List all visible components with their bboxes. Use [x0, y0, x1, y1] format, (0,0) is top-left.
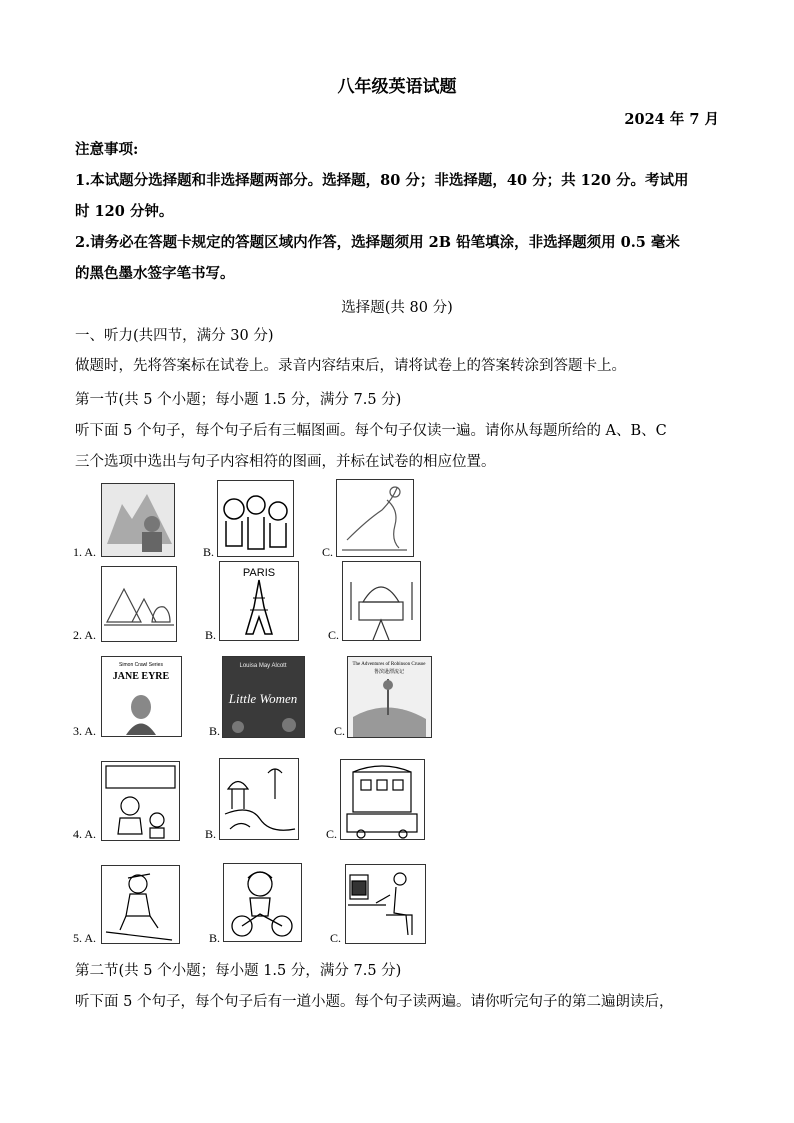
q3-label-c: C. — [334, 724, 346, 738]
section1-instruction-a: 听下面 5 个句子，每个句子后有三幅图画。每个句子仅读一遍。请你从每题所给的 A、B、C — [75, 423, 667, 439]
notice-2a: 2.请务必在答题卡规定的答题区域内作答，选择题须用 2B 铅笔填涂，非选择题须用 0.5 毫米 — [75, 234, 680, 251]
q2-label-c: C. — [328, 628, 340, 642]
exam-date: 2024 年 7 月 — [624, 111, 719, 128]
q2-label-a: 2. A. — [73, 628, 97, 642]
q5-picture-c[interactable] — [345, 864, 426, 944]
notice-heading: 注意事项: — [75, 141, 139, 158]
q3-label-a: 3. A. — [73, 724, 97, 738]
section2-heading: 第二节(共 5 个小题；每小题 1.5 分，满分 7.5 分) — [75, 963, 402, 979]
q4-label-c: C. — [326, 827, 338, 841]
little-women-author: Louisa May Alcott — [239, 663, 287, 669]
q5-label-b: B. — [209, 931, 221, 945]
notice-1a: 1.本试题分选择题和非选择题两部分。选择题，80 分；非选择题，40 分；共 120 分。考试用 — [75, 172, 689, 189]
crusoe-title-cn: 鲁滨逊漂流记 — [373, 669, 405, 675]
q3-picture-c[interactable] — [347, 656, 432, 738]
q1-picture-a[interactable] — [101, 483, 175, 557]
part1-heading: 一、听力(共四节，满分 30 分) — [75, 328, 274, 344]
section-title: 选择题(共 80 分) — [341, 300, 453, 316]
notice-1b: 时 120 分钟。 — [75, 203, 174, 220]
jane-eyre-series: Simon Crawl Series — [119, 662, 163, 668]
q3-picture-b[interactable] — [222, 656, 305, 738]
q5-label-c: C. — [330, 931, 342, 945]
section1-heading: 第一节(共 5 个小题；每小题 1.5 分，满分 7.5 分) — [75, 392, 402, 408]
q1-picture-b[interactable] — [217, 480, 294, 557]
q4-label-a: 4. A. — [73, 827, 97, 841]
q5-picture-b[interactable] — [223, 863, 302, 942]
q1-label-b: B. — [203, 545, 215, 559]
q4-picture-b[interactable] — [219, 758, 299, 840]
q2-picture-b[interactable] — [219, 561, 299, 641]
q3-picture-a[interactable] — [101, 656, 182, 737]
q3-label-b: B. — [209, 724, 221, 738]
q5-label-a: 5. A. — [73, 931, 97, 945]
crusoe-title: The Adventures of Robinson Crusoe — [352, 662, 426, 667]
q4-picture-a[interactable] — [101, 761, 180, 841]
page-title: 八年级英语试题 — [337, 77, 457, 97]
q4-label-b: B. — [205, 827, 217, 841]
q2-picture-a[interactable] — [101, 566, 177, 642]
little-women-title: Little Women — [228, 691, 298, 706]
q1-label-a: 1. A. — [73, 545, 97, 559]
section1-instruction-b: 三个选项中选出与句子内容相符的图画，并标在试卷的相应位置。 — [75, 454, 496, 470]
part1-instruction: 做题时，先将答案标在试卷上。录音内容结束后，请将试卷上的答案转涂到答题卡上。 — [75, 358, 626, 374]
paris-text: PARIS — [242, 567, 276, 579]
q4-picture-c[interactable] — [340, 759, 425, 840]
jane-eyre-title: JANE EYRE — [112, 671, 170, 682]
q1-picture-c[interactable] — [336, 479, 414, 557]
q2-label-b: B. — [205, 628, 217, 642]
q2-picture-c[interactable] — [342, 561, 421, 641]
notice-2b: 的黑色墨水签字笔书写。 — [75, 265, 235, 282]
q1-label-c: C. — [322, 545, 334, 559]
q5-picture-a[interactable] — [101, 865, 180, 944]
section2-instruction: 听下面 5 个句子，每个句子后有一道小题。每个句子读两遍。请你听完句子的第二遍朗读后， — [75, 994, 674, 1010]
